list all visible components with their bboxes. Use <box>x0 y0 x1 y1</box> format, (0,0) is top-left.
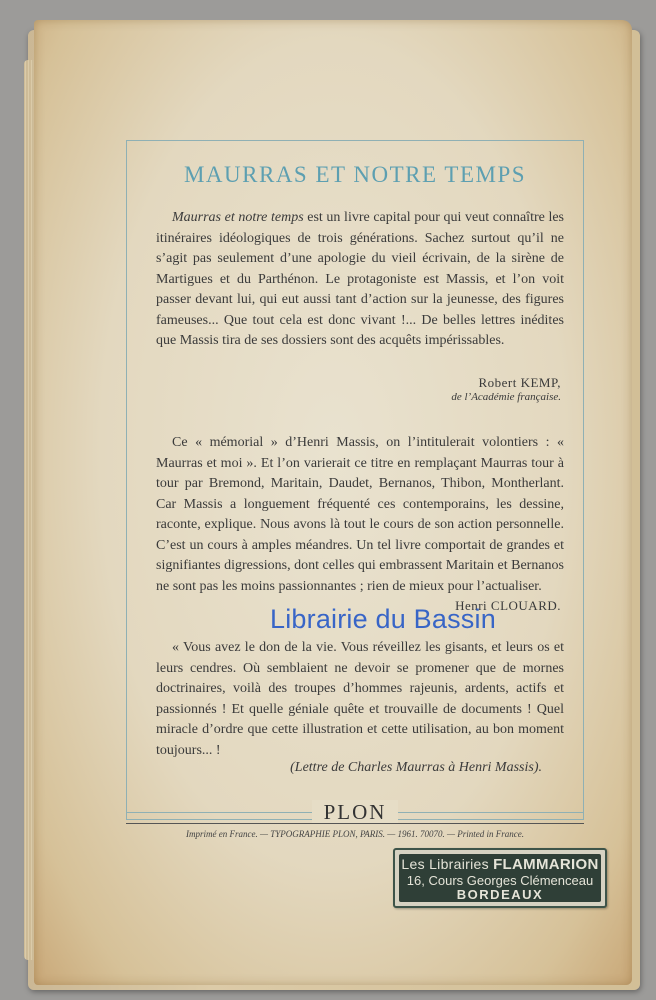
review-kemp <box>156 208 564 352</box>
sticker-label <box>399 854 601 902</box>
review-title-italic: Maurras et notre temps <box>172 210 304 225</box>
author-kemp-affiliation: de l’Académie française. <box>451 391 561 403</box>
review-clouard-text: Ce « mémorial » d’Henri Massis, on l’intitulerait volontiers : « Maurras et moi ». Et l’on varierait ce titre en remplaçant Maurras tour à tour par Bremond, Maritain, Daudet, Bernanos, Thibon, Montherlant. Car Massis a longuement fréquenté ces contemporains, les dessine, raconte, explique. Nous avons là tout le cours de son action personnelle. C’est un cours à amples méandres. Un tel livre comportait de grandes et signifiantes digressions, dont celles qui embrassent Maritain et Bernanos ne sont pas les moins passionnantes ; rien de mieux pour l’actualiser. <box>156 435 564 594</box>
maurras-quote <box>156 638 564 761</box>
review-clouard <box>156 433 564 597</box>
signature-kemp <box>451 375 561 403</box>
book-title: MAURRAS ET NOTRE TEMPS <box>183 162 527 187</box>
review-kemp-text: est un livre capital pour qui veut connaître les itinéraires idéologiques de trois générations. Sachez surtout qu’il ne s’agit pas seulement d’une apologie du vieil écrivain, de la sirène de Martigues et du Parthénon. Le protagoniste est Massis, et l’on voit passer devant lui, qui eut aussi tant d’action sur la jeunesse, des figures fameuses... Que tout cela est donc vivant !... De belles lettres inédites que Massis tira de ses dossiers sont des acquêts impérissables. <box>156 210 564 348</box>
bookseller-sticker <box>393 848 607 908</box>
publisher-name: PLON <box>126 800 584 825</box>
imprint-rule <box>126 823 584 824</box>
maurras-quote-text: « Vous avez le don de la vie. Vous réveillez les gisants, et leurs os et leurs cendres. Où semblaient ne devoir se promener que de mornes doctrinaires, voilà des troupes d’hommes rajeunis, ardents, actifs et passionnés ! Et quelle géniale quête et trouvaille de documents ! Quel miracle d’ordre que cette illustration et cette utilisation, au bon moment toujours... ! <box>156 640 564 758</box>
sticker-line1: Les Librairies FLAMMARION <box>401 856 599 873</box>
author-kemp: Robert KEMP, <box>478 375 561 390</box>
author-clouard: Henri CLOUARD. <box>455 598 561 613</box>
quote-source: (Lettre de Charles Maurras à Henri Massis). <box>290 760 542 775</box>
bookseller-watermark: Librairie du Bassin <box>270 604 496 634</box>
sticker-city: BORDEAUX <box>456 887 544 902</box>
sticker-address: 16, Cours Georges Clémenceau <box>406 873 594 888</box>
imprint-line: Imprimé en France. — TYPOGRAPHIE PLON, PARIS. — 1961. 70070. — Printed in France. <box>185 829 525 839</box>
